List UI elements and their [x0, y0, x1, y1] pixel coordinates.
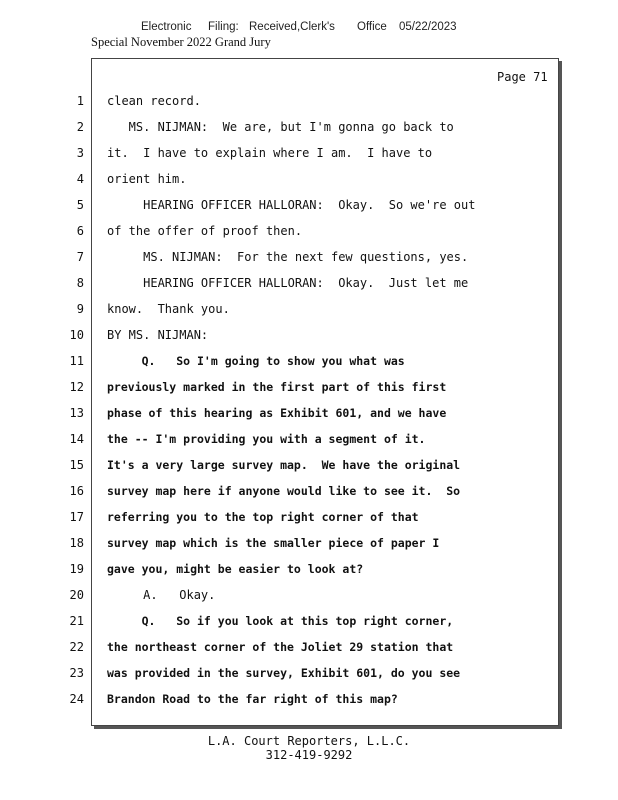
transcript-line: survey map here if anyone would like to see it. So [107, 484, 461, 498]
line-number: 11 [69, 354, 84, 368]
grand-jury-header: Special November 2022 Grand Jury [91, 35, 271, 49]
line-number: 13 [69, 406, 84, 420]
transcript-line: phase of this hearing as Exhibit 601, and we have [107, 406, 447, 420]
transcript-line: HEARING OFFICER HALLORAN: Okay. Just let me [107, 276, 469, 290]
transcript-line: orient him. [107, 172, 187, 186]
line-number: 6 [76, 224, 84, 238]
line-number: 10 [69, 328, 84, 342]
transcript-line: BY MS. NIJMAN: [107, 328, 209, 342]
line-number: 21 [69, 614, 84, 628]
transcript-line: Brandon Road to the far right of this map? [107, 692, 398, 706]
line-number: 17 [69, 510, 84, 524]
transcript-line: MS. NIJMAN: We are, but I'm gonna go back to [107, 120, 454, 134]
transcript-line: was provided in the survey, Exhibit 601, do you see [107, 666, 461, 680]
line-number: 23 [69, 666, 84, 680]
line-number: 3 [76, 146, 84, 160]
line-number: 1 [76, 94, 84, 108]
transcript-line: clean record. [107, 94, 201, 108]
transcript-line: the northeast corner of the Joliet 29 station that [107, 640, 454, 654]
transcript-line: survey map which is the smaller piece of paper I [107, 536, 440, 550]
line-number: 12 [69, 380, 84, 394]
line-number: 22 [69, 640, 84, 654]
transcript-line: MS. NIJMAN: For the next few questions, yes. [107, 250, 469, 264]
transcript-line: referring you to the top right corner of that [107, 510, 419, 524]
filing-stamp-date: 05/22/2023 [399, 21, 457, 33]
page-number: Page 71 [497, 70, 548, 84]
line-number: 14 [69, 432, 84, 446]
line-number: 9 [76, 302, 84, 316]
line-number: 5 [76, 198, 84, 212]
filing-stamp-word: Electronic [141, 21, 192, 33]
line-number: 4 [76, 172, 84, 186]
filing-stamp-word: Received,Clerk's [249, 21, 335, 33]
line-number: 8 [76, 276, 84, 290]
footer-company: L.A. Court Reporters, L.L.C. [207, 734, 411, 748]
line-number: 19 [69, 562, 84, 576]
line-number: 20 [69, 588, 84, 602]
transcript-line: gave you, might be easier to look at? [107, 562, 364, 576]
line-number: 7 [76, 250, 84, 264]
transcript-line: the -- I'm providing you with a segment of it. [107, 432, 426, 446]
transcript-line: it. I have to explain where I am. I have to [107, 146, 433, 160]
transcript-line: HEARING OFFICER HALLORAN: Okay. So we're out [107, 198, 476, 212]
filing-stamp-word: Office [357, 21, 387, 33]
transcript-line: know. Thank you. [107, 302, 230, 316]
transcript-line: A. Okay. [107, 588, 216, 602]
transcript-line: previously marked in the first part of this first [107, 380, 447, 394]
transcript-line: Q. So if you look at this top right corner, [107, 614, 454, 628]
transcript-line: Q. So I'm going to show you what was [107, 354, 405, 368]
line-number: 18 [69, 536, 84, 550]
transcript-line: It's a very large survey map. We have the original [107, 458, 461, 472]
transcript-line: of the offer of proof then. [107, 224, 303, 238]
footer-phone: 312-419-9292 [265, 748, 353, 762]
line-number: 16 [69, 484, 84, 498]
filing-stamp-word: Filing: [208, 21, 239, 33]
line-number: 2 [76, 120, 84, 134]
line-number: 15 [69, 458, 84, 472]
line-number: 24 [69, 692, 84, 706]
